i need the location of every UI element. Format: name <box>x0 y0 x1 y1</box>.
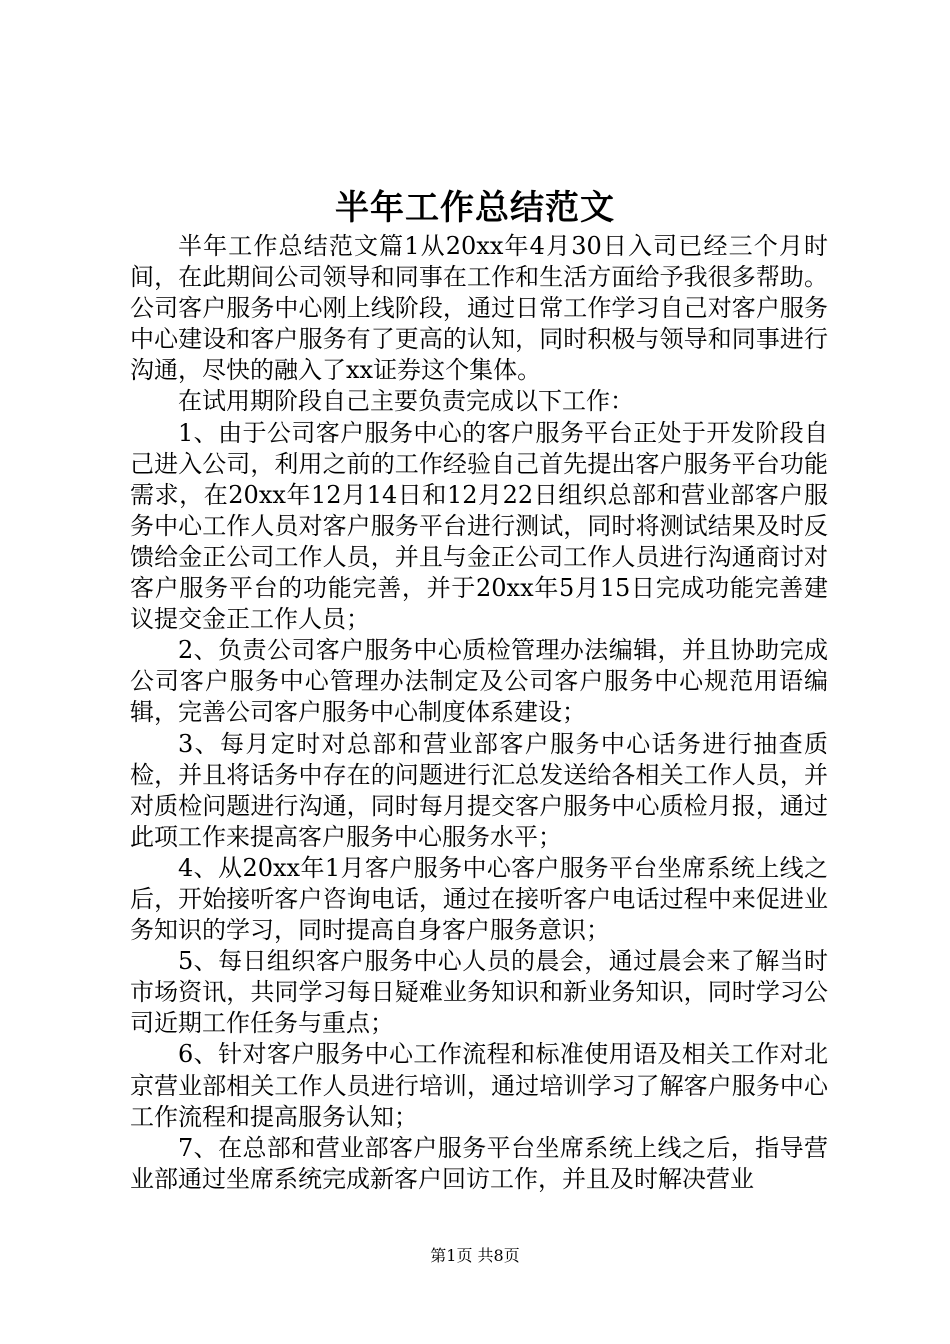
document-body <box>130 231 828 1195</box>
paragraph: 半年工作总结范文篇1从20xx年4月30日入司已经三个月时间，在此期间公司领导和同事在工作和生活方面给予我很多帮助。公司客户服务中心刚上线阶段，通过日常工作学习自己对客户服务中心建设和客户服务有了更高的认知，同时积极与领导和同事进行沟通，尽快的融入了xx证券这个集体。 <box>130 232 828 385</box>
paragraph: 7、在总部和营业部客户服务平台坐席系统上线之后，指导营业部通过坐席系统完成新客户回访工作，并且及时解决营业 <box>130 1133 828 1193</box>
paragraph: 2、负责公司客户服务中心质检管理办法编辑，并且协助完成公司客户服务中心管理办法制定及公司客户服务中心规范用语编辑，完善公司客户服务中心制度体系建设； <box>130 636 828 727</box>
paragraph: 1、由于公司客户服务中心的客户服务平台正处于开发阶段自己进入公司，利用之前的工作经验自己首先提出客户服务平台功能需求，在20xx年12月14日和12月22日组织总部和营业部客户服务中心工作人员对客户服务平台进行测试，同时将测试结果及时反馈给金正公司工作人员，并且与金正公司工作人员进行沟通商讨对客户服务平台的功能完善，并于20xx年5月15日完成功能完善建议提交金正工作人员； <box>130 418 828 634</box>
paragraph: 在试用期阶段自己主要负责完成以下工作： <box>178 387 634 416</box>
paragraph: 6、针对客户服务中心工作流程和标准使用语及相关工作对北京营业部相关工作人员进行培训，通过培训学习了解客户服务中心工作流程和提高服务认知； <box>130 1040 828 1131</box>
page-footer: 第1页 共8页 <box>430 1246 520 1265</box>
paragraph: 5、每日组织客户服务中心人员的晨会，通过晨会来了解当时市场资讯，共同学习每日疑难业务知识和新业务知识，同时学习公司近期工作任务与重点； <box>130 947 828 1038</box>
paragraph: 4、从20xx年1月客户服务中心客户服务平台坐席系统上线之后，开始接听客户咨询电话，通过在接听客户电话过程中来促进业务知识的学习，同时提高自身客户服务意识； <box>130 853 828 945</box>
paragraph: 3、每月定时对总部和营业部客户服务中心话务进行抽查质检，并且将话务中存在的问题进行汇总发送给各相关工作人员，并对质检问题进行沟通，同时每月提交客户服务中心质检月报，通过此项工作来提高客户服务中心服务水平； <box>130 729 828 851</box>
document-title: 半年工作总结范文 <box>335 188 615 228</box>
